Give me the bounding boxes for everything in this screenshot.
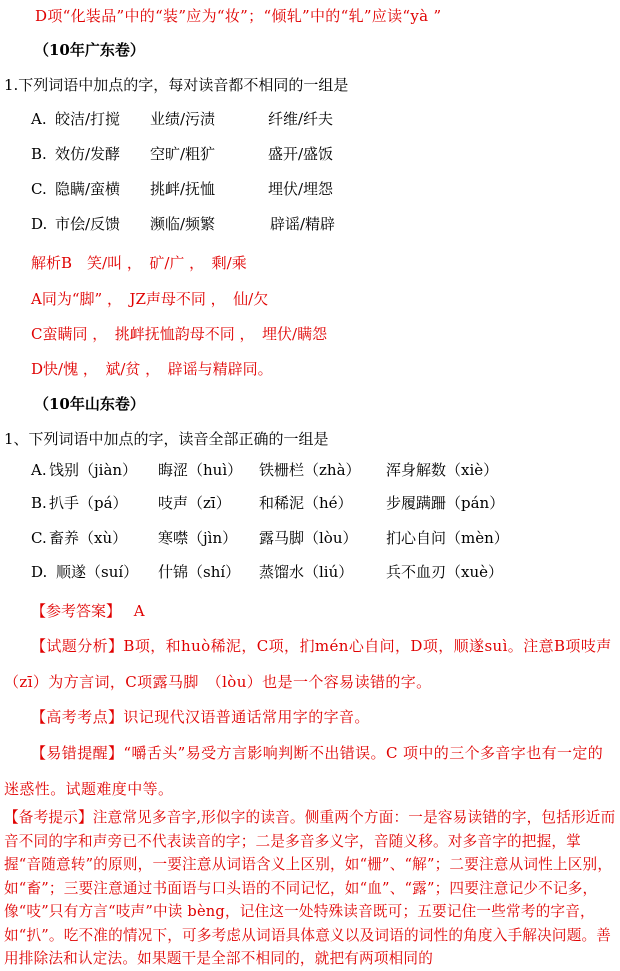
error-warning-line-2: 迷惑性。试题难度中等。 xyxy=(4,780,174,798)
option-word-1: 顺遂（suí） xyxy=(56,563,139,581)
option-word-2: 什锦（shí） xyxy=(158,563,241,581)
analysis-line: 解析B 笑/叫 ， 矿/广 ， 剩/乘 xyxy=(31,254,247,272)
option-word-2: 濒临/频繁 xyxy=(150,215,216,233)
option-word-2: 晦涩（huì） xyxy=(158,461,243,479)
analysis-line: C蛮瞒同 ， 挑衅抚恤韵母不同 ， 埋伏/瞒怨 xyxy=(31,325,328,343)
option-word-3: 辟谣/精辟 xyxy=(270,215,336,233)
option-word-3: 露马脚（lòu） xyxy=(259,529,358,547)
exam-point-text: 识记现代汉语普通话常用字的字音。 xyxy=(123,708,370,726)
option-word-2: 业绩/污渍 xyxy=(150,110,216,128)
exam-point-tag: 【高考考点】 xyxy=(31,708,124,726)
prep-tip-text: 注意常见多音字,形似字的读音。侧重两个方面：一是容易读错的字，包括形近而音不同的字和声旁已不代表读音的字；二是多音多义字，音随义移。对多音字的把握，掌握“音随意转”的原则，一要注意从词语含义上区别，如“栅”、“解”；二要注意从词性上区别，如“畜”；三要注意通过书面语与口头语的不同记忆，如“血”、“露”；四要注意记少不记多，像“吱”只有方言“吱声”中读 bèng，记住这一处特殊读音既可；五要记住一些常考的字音，如“扒”。吃不准的情况下，可多考虑从词语具体意义以及词语的词性的角度入手解决问题。善用排除法和认定法。如果题干是全部不相同的，就把有两项相同的 xyxy=(4,809,616,967)
option-label: A. xyxy=(31,461,47,479)
analysis-text: B项，和huò稀泥，C项，扪mén心自问，D项，顺遂suì。注意B项吱声 xyxy=(123,637,612,655)
option-label: B. xyxy=(31,145,47,163)
prep-tip-paragraph xyxy=(4,806,616,971)
section1-question: 1.下列词语中加点的字，每对读音都不相同的一组是 xyxy=(4,76,349,94)
answer-value: A xyxy=(133,602,145,620)
analysis-line-1 xyxy=(31,636,612,656)
option-word-1: 扒手（pá） xyxy=(49,494,128,512)
section1-heading: （10年广东卷） xyxy=(34,41,145,59)
analysis-line: D快/愧 ， 斌/贫 ， 辟谣与精辟同。 xyxy=(31,360,273,378)
option-word-1: 隐瞒/蛮横 xyxy=(55,180,121,198)
option-word-3: 埋伏/埋怨 xyxy=(268,180,334,198)
option-word-1: 畜养（xù） xyxy=(49,529,128,547)
option-word-3: 蒸馏水（liú） xyxy=(259,563,354,581)
answer-tag: 【参考答案】 xyxy=(31,602,122,620)
option-word-3: 盛开/盛饭 xyxy=(268,145,334,163)
option-word-1: 皎洁/打搅 xyxy=(55,110,121,128)
prep-tip-tag: 【备考提示】 xyxy=(4,809,93,826)
top-note: D项“化装品”中的“装”应为“妆”；“倾轧”中的“轧”应读“yà ” xyxy=(35,7,442,25)
analysis-line: A同为“脚” ， JZ声母不同 ， 仙/欠 xyxy=(31,290,269,308)
analysis-tag: 【试题分析】 xyxy=(31,637,124,655)
exam-point-line xyxy=(31,707,370,727)
option-label: C. xyxy=(31,180,47,198)
error-warning-line-1 xyxy=(31,743,603,763)
option-word-4: 步履蹒跚（pán） xyxy=(386,494,505,512)
option-word-2: 挑衅/抚恤 xyxy=(150,180,216,198)
error-warning-text: “嚼舌头”易受方言影响判断不出错误。C 项中的三个多音字也有一定的 xyxy=(123,744,604,762)
error-warning-tag: 【易错提醒】 xyxy=(31,744,124,762)
option-label: D. xyxy=(31,215,48,233)
analysis-line-2: （zī）为方言词，C项露马脚 （lòu）也是一个容易读错的字。 xyxy=(4,673,432,691)
option-word-1: 市侩/反馈 xyxy=(55,215,121,233)
section2-heading: （10年山东卷） xyxy=(34,395,145,413)
option-word-2: 寒噤（jìn） xyxy=(158,529,238,547)
option-word-4: 浑身解数（xiè） xyxy=(386,461,499,479)
option-word-3: 纤维/纤夫 xyxy=(268,110,334,128)
option-word-3: 铁栅栏（zhà） xyxy=(259,461,361,479)
option-label: A. xyxy=(31,110,47,128)
option-label: B. xyxy=(31,494,47,512)
option-word-2: 空旷/粗犷 xyxy=(150,145,216,163)
answer-line xyxy=(31,601,145,621)
option-word-4: 兵不血刃（xuè） xyxy=(386,563,503,581)
option-label: C. xyxy=(31,529,47,547)
option-word-2: 吱声（zī） xyxy=(158,494,231,512)
option-word-3: 和稀泥（hé） xyxy=(259,494,353,512)
option-label: D. xyxy=(31,563,48,581)
section2-question: 1、下列词语中加点的字，读音全部正确的一组是 xyxy=(4,430,329,448)
option-word-1: 效仿/发酵 xyxy=(55,145,121,163)
option-word-1: 饯别（jiàn） xyxy=(49,461,138,479)
option-word-4: 扪心自问（mèn） xyxy=(386,529,509,547)
